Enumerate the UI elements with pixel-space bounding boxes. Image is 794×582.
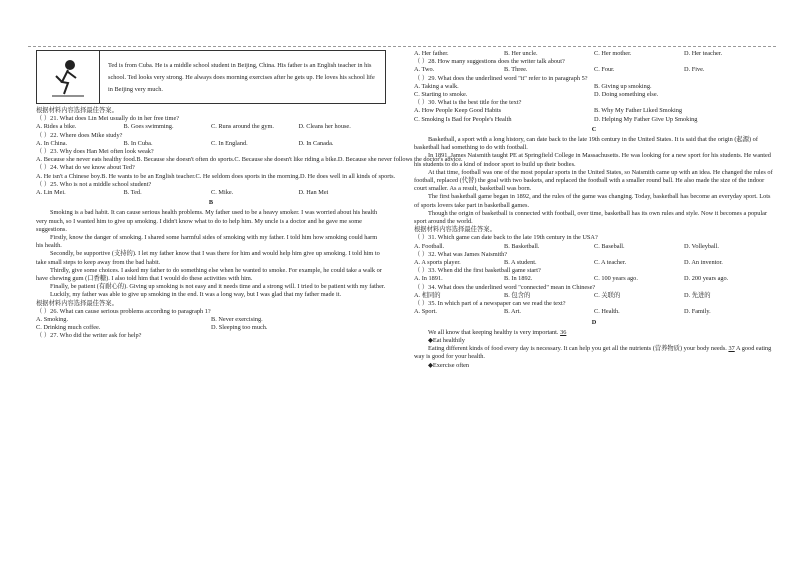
instruction: 根据材料内容选择最佳答案。 [36, 107, 118, 114]
question-text: （ ）26. What can cause serious problems according to paragraph 1? [36, 307, 211, 315]
answer-option[interactable]: B. In 1892. [504, 275, 533, 283]
question-text: （ ）28. How many suggestions does the writer talk about? [414, 58, 565, 66]
intro-box [36, 50, 386, 104]
answer-option[interactable]: D. Volleyball. [684, 242, 719, 250]
answer-option[interactable]: A. Her father. [414, 50, 449, 57]
answer-option[interactable]: C. He seldom does sports in the morning. [195, 172, 300, 180]
question-text: （ ）34. What does the underlined word "connected" mean in Chinese? [414, 283, 596, 291]
question-text: （ ）22. Where does Mike study? [36, 131, 123, 139]
answer-option[interactable]: C. Four. [594, 66, 615, 74]
section-c-title: C [591, 125, 597, 133]
paragraph: Basketball, a sport with a long history, can date back to the late 19th century in the United States. It is said that the origin (起源) of basketball had something to do with football. [414, 136, 758, 152]
answer-option[interactable]: D. 先进的 [684, 291, 711, 299]
answer-options [414, 107, 774, 115]
blank-37[interactable]: 37 [728, 345, 735, 353]
answer-option[interactable]: C. Health. [594, 308, 620, 316]
answer-option[interactable]: A. In China. [36, 139, 68, 147]
question-text: （ ）25. Who is not a middle school student? [36, 180, 152, 188]
answer-option[interactable]: D. Her teacher. [684, 50, 723, 57]
section-d-title: D [591, 318, 597, 326]
question-list-2 [36, 308, 386, 333]
answer-option[interactable]: B. 包含的 [504, 291, 531, 299]
answer-option[interactable]: B. Why My Father Liked Smoking [594, 107, 683, 115]
answer-options [36, 156, 463, 164]
answer-option[interactable]: C. In England. [211, 139, 248, 147]
answer-option[interactable]: D. Five. [684, 66, 705, 74]
paragraph: Smoking is a bad habit. It can cause serious health problems. My father used to be a heavy smoker. I was worried about his health very much, so I wanted him to give up smoking. I didn't know what to do to help him. My uncle is a doctor and he gave me some suggestions. [36, 209, 378, 233]
answer-option[interactable]: D. Doing something else. [594, 91, 659, 99]
passage-c [414, 136, 774, 226]
answer-options [414, 66, 774, 74]
answer-options [36, 172, 396, 181]
answer-option[interactable]: A. A sports player. [414, 259, 461, 267]
answer-option[interactable]: A. Smoking. [36, 316, 69, 324]
question-list-4 [414, 234, 774, 316]
answer-options [414, 83, 774, 91]
paragraph: The first basketball game began in 1892, and the rules of the game was changing. Today, basketball has become an everyday sport. Lots of sports lovers take part in basketball games. [414, 193, 771, 209]
answer-option[interactable]: B. Basketball. [504, 242, 540, 250]
answer-option[interactable]: A. Football. [414, 242, 445, 250]
question-text: （ ）32. What was James Naismith? [414, 250, 508, 258]
instruction: 根据材料内容选择最佳答案。 [36, 299, 118, 307]
paragraph: At that time, football was one of the most popular sports in the United States, so Naismith came up with an idea. He changed the rules of football, replaced (代替) the goal with two baskets, and replaced the football with a smaller round ball. He also made the size of the indoor court smaller. As a result, basketball was born. [414, 168, 773, 193]
paragraph: Secondly, be supportive (支持的). I let my father know that I was there for him and would help him give up smoking. I told him to take small steps to keep away from the bad habit. [36, 250, 380, 266]
section-b-title: B [208, 199, 214, 207]
answer-option[interactable]: B. In Cuba. [123, 139, 153, 147]
paragraph: Luckily, my father was able to give up smoking in the end. It was a long way, but I was glad that my father made it. [50, 291, 342, 299]
passage-d [414, 329, 774, 370]
answer-row-27 [414, 50, 774, 58]
answer-option[interactable]: B. Three. [504, 66, 528, 74]
answer-option[interactable]: C. Her mother. [594, 50, 632, 57]
answer-option[interactable]: A. 相同的 [414, 291, 441, 299]
answer-option[interactable]: A. How People Keep Good Habits [414, 107, 502, 115]
answer-option[interactable]: B. Her uncle. [504, 50, 538, 57]
answer-option[interactable]: D. In Canada. [298, 139, 334, 147]
answer-option[interactable]: A. He isn't a Chinese boy. [36, 172, 102, 180]
answer-option[interactable]: C. 关联的 [594, 291, 621, 299]
passage-d-line: Eating different kinds of food every day is necessary. It can help you get all the nutrients (营养物质) your body needs. 37 A good eating way is good for your health. [414, 345, 772, 361]
question-text: （ ）23. Why does Han Mei often look weak? [36, 148, 154, 156]
right-column [414, 50, 774, 370]
paragraph: Thirdly, give some choices. I asked my father to do something else when he wanted to smoke. For example, he could take a walk or have chewing gum (口香糖). I also told him that I would do these activities with him. [36, 266, 382, 283]
answer-option[interactable]: D. Because she never follows the doctor's advice. [337, 156, 463, 164]
answer-option[interactable]: B. Ted. [123, 189, 142, 197]
option-heading: ◆Eat healthily [428, 336, 465, 344]
question-text: （ ）21. What does Lin Mei usually do in her free time? [36, 115, 180, 123]
question-text: （ ）31. Which game can date back to the late 19th century in the USA? [414, 234, 598, 242]
answer-option[interactable]: B. Goes swimming. [123, 123, 174, 131]
answer-option[interactable]: D. Helping My Father Give Up Smoking [594, 115, 698, 123]
answer-option[interactable]: B. Because she doesn't often do sports. [136, 156, 235, 164]
paragraph: Though the origin of basketball is connected with football, over time, basketball has its own rules and style. Now it becomes a popular sport around the world. [414, 209, 768, 226]
answer-options [36, 189, 386, 197]
answer-option[interactable]: C. Runs around the gym. [211, 123, 274, 131]
intro-text: Ted is from Cuba. He is a middle school student in Beijing, China. His father is an English teacher in his school. Ted looks very strong. He always does morning exercises after he gets up. He loves his school life in Beijing very much. [108, 62, 375, 93]
answer-options [414, 308, 774, 316]
paragraph: Firstly, know the danger of smoking. I shared some harmful sides of smoking with my father. I told him how smoking could harm his health. [36, 234, 378, 250]
answer-option[interactable]: C. Mike. [211, 189, 234, 197]
answer-option[interactable]: A. Because she never eats healthy food. [36, 156, 137, 164]
answer-option[interactable]: B. Art. [504, 308, 521, 316]
answer-option[interactable]: A. Lin Mei. [36, 189, 66, 197]
answer-option[interactable]: C. Starting to smoke. [414, 91, 468, 99]
question-text: （ ）30. What is the best title for the text? [414, 99, 522, 107]
question-text: （ ）29. What does the underlined word "it" refer to in paragraph 5? [414, 74, 588, 82]
question-27: （ ）27. Who did the writer ask for help? [36, 332, 142, 340]
answer-option[interactable]: D. Cleans her house. [298, 123, 351, 131]
person-icon [37, 51, 100, 103]
answer-option[interactable]: A. Taking a walk. [414, 82, 459, 90]
answer-option[interactable]: C. Drinking much coffee. [36, 324, 101, 332]
option-heading: ◆Exercise often [428, 361, 470, 369]
answer-option[interactable]: A. Sport. [414, 308, 437, 316]
question-text: （ ）24. What do we know about Ted? [36, 164, 135, 172]
answer-options [414, 259, 774, 267]
top-divider [28, 46, 776, 47]
answer-option[interactable]: A. Rides a bike. [36, 123, 77, 131]
question-text: （ ）33. When did the first basketball game start? [414, 267, 541, 275]
answer-options [36, 123, 386, 131]
answer-options [36, 140, 386, 148]
answer-option[interactable]: C. A teacher. [594, 259, 627, 267]
passage-d-line: We all know that keeping healthy is very important. 36 [428, 328, 567, 336]
answer-option[interactable]: C. Baseball. [594, 242, 625, 250]
answer-option[interactable]: C. 100 years ago. [594, 275, 638, 283]
answer-options [36, 324, 386, 332]
answer-option[interactable]: B. Never exercising. [211, 316, 263, 324]
answer-options [414, 91, 774, 99]
answer-options [414, 275, 774, 283]
answer-option[interactable]: B. Giving up smoking. [594, 82, 652, 90]
answer-options [414, 243, 774, 251]
answer-option[interactable]: C. Because she doesn't like riding a bike. [234, 156, 338, 164]
question-text: （ ）35. In which part of a newspaper can we read the text? [414, 300, 566, 308]
blank-36[interactable]: 36 [560, 328, 567, 336]
answer-option[interactable]: B. He wants to be an English teacher. [101, 172, 196, 180]
passage-b [36, 209, 386, 299]
answer-option[interactable]: D. Han Mei [298, 189, 329, 197]
instruction: 根据材料内容选择最佳答案。 [414, 226, 496, 234]
question-list-3 [414, 58, 774, 124]
answer-option[interactable]: A. Two. [414, 66, 435, 74]
answer-option[interactable]: D. Sleeping too much. [211, 324, 268, 332]
paragraph: In 1891, James Naismith taught PE at Springfield College in Massachusetts. He was looking for a new sport for his students. He wanted his students to do a kind of indoor sport to build up their bodies. [414, 152, 771, 168]
answer-option[interactable]: D. He does well in all kinds of sports. [299, 172, 396, 180]
answer-option[interactable]: D. An inventor. [684, 259, 723, 267]
answer-option[interactable]: D. Family. [684, 308, 711, 316]
answer-option[interactable]: B. A student. [504, 259, 537, 267]
paragraph: Finally, be patient (有耐心的). Giving up smoking is not easy and it needs time and a strong will. I tried to be patient with my father. [50, 283, 386, 291]
answer-options [414, 116, 774, 124]
answer-option[interactable]: C. Smoking Is Bad for People's Health [414, 115, 512, 123]
answer-options [414, 292, 774, 300]
answer-option[interactable]: D. 200 years ago. [684, 275, 729, 283]
answer-option[interactable]: A. In 1891. [414, 275, 443, 283]
answer-options [36, 316, 386, 324]
